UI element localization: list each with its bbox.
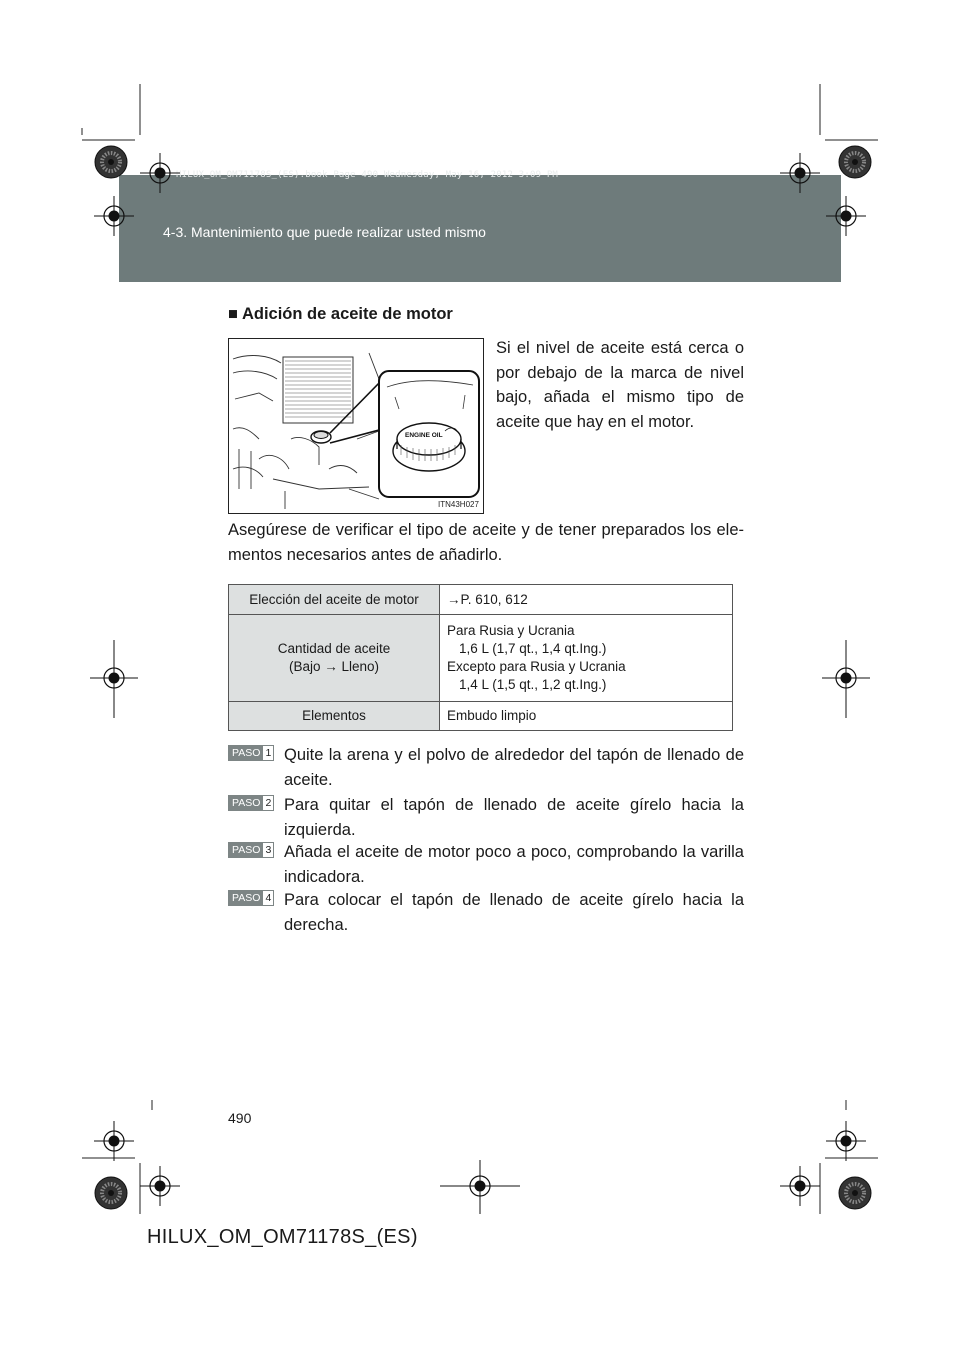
table-label: Elección del aceite de motor <box>229 585 440 615</box>
label-line: Cantidad de aceite <box>277 641 391 656</box>
footer-code: HILUX_OM_OM71178S_(ES) <box>147 1226 418 1248</box>
step-text: Quite la arena y el polvo de alrededor del tapón de llenado de aceite. <box>284 746 744 789</box>
table-value: →P. 610, 612 <box>440 585 733 615</box>
value-line: 1,4 L (1,5 qt., 1,2 qt.Ing.) <box>459 677 607 692</box>
step-text: Para quitar el tapón de llenado de aceite gírelo hacia la izquierda. <box>284 796 744 839</box>
intro-paragraph: Asegúrese de verificar el tipo de aceite y de tener preparados los ele-mentos necesarios antes de añadirlo. <box>228 521 744 564</box>
section-heading <box>228 305 453 324</box>
engine-bay-drawing <box>229 339 484 514</box>
value-line: 1,6 L (1,7 qt., 1,4 qt.Ing.) <box>459 641 607 656</box>
label-line: (Bajo → Lleno) <box>288 659 380 674</box>
value-line: Excepto para Rusia y Ucrania <box>447 659 626 674</box>
table-value <box>440 615 733 702</box>
table-row <box>229 585 733 615</box>
page-number: 490 <box>228 1110 252 1126</box>
step-4 <box>228 888 744 938</box>
table-label: Elementos <box>229 702 440 731</box>
step-badge: PASO 1 <box>228 745 274 761</box>
oil-specs-table <box>228 584 733 731</box>
side-paragraph: Si el nivel de aceite está cerca o por debajo de la marca de nivel bajo, añada el mismo tipo de aceite que hay en el motor. <box>496 339 744 431</box>
step-text: Añada el aceite de motor poco a poco, comprobando la varilla indicadora. <box>284 843 744 886</box>
book-file-line: HILUX_OM_OM71178S_(ES).book Page 490 Wednesday, May 16, 2012 3:09 PM <box>176 170 559 180</box>
figure-code: ITN43H027 <box>438 500 479 509</box>
cap-label: ENGINE OIL <box>405 432 443 439</box>
step-badge: PASO 3 <box>228 842 274 858</box>
step-1 <box>228 743 744 793</box>
table-label <box>229 615 440 702</box>
table-row <box>229 702 733 731</box>
step-badge: PASO 2 <box>228 795 274 811</box>
table-value: Embudo limpio <box>440 702 733 731</box>
heading-text: Adición de aceite de motor <box>241 305 453 323</box>
section-title: 4-3. Mantenimiento que puede realizar usted mismo <box>163 224 486 240</box>
value-line: Para Rusia y Ucrania <box>447 623 575 638</box>
step-2 <box>228 793 744 843</box>
heading-bullet: ■ <box>228 305 238 323</box>
table-row <box>229 615 733 702</box>
step-3 <box>228 840 744 890</box>
engine-oil-cap-illustration <box>228 338 484 514</box>
step-badge: PASO 4 <box>228 890 274 906</box>
step-text: Para colocar el tapón de llenado de aceite gírelo hacia la derecha. <box>284 891 744 934</box>
